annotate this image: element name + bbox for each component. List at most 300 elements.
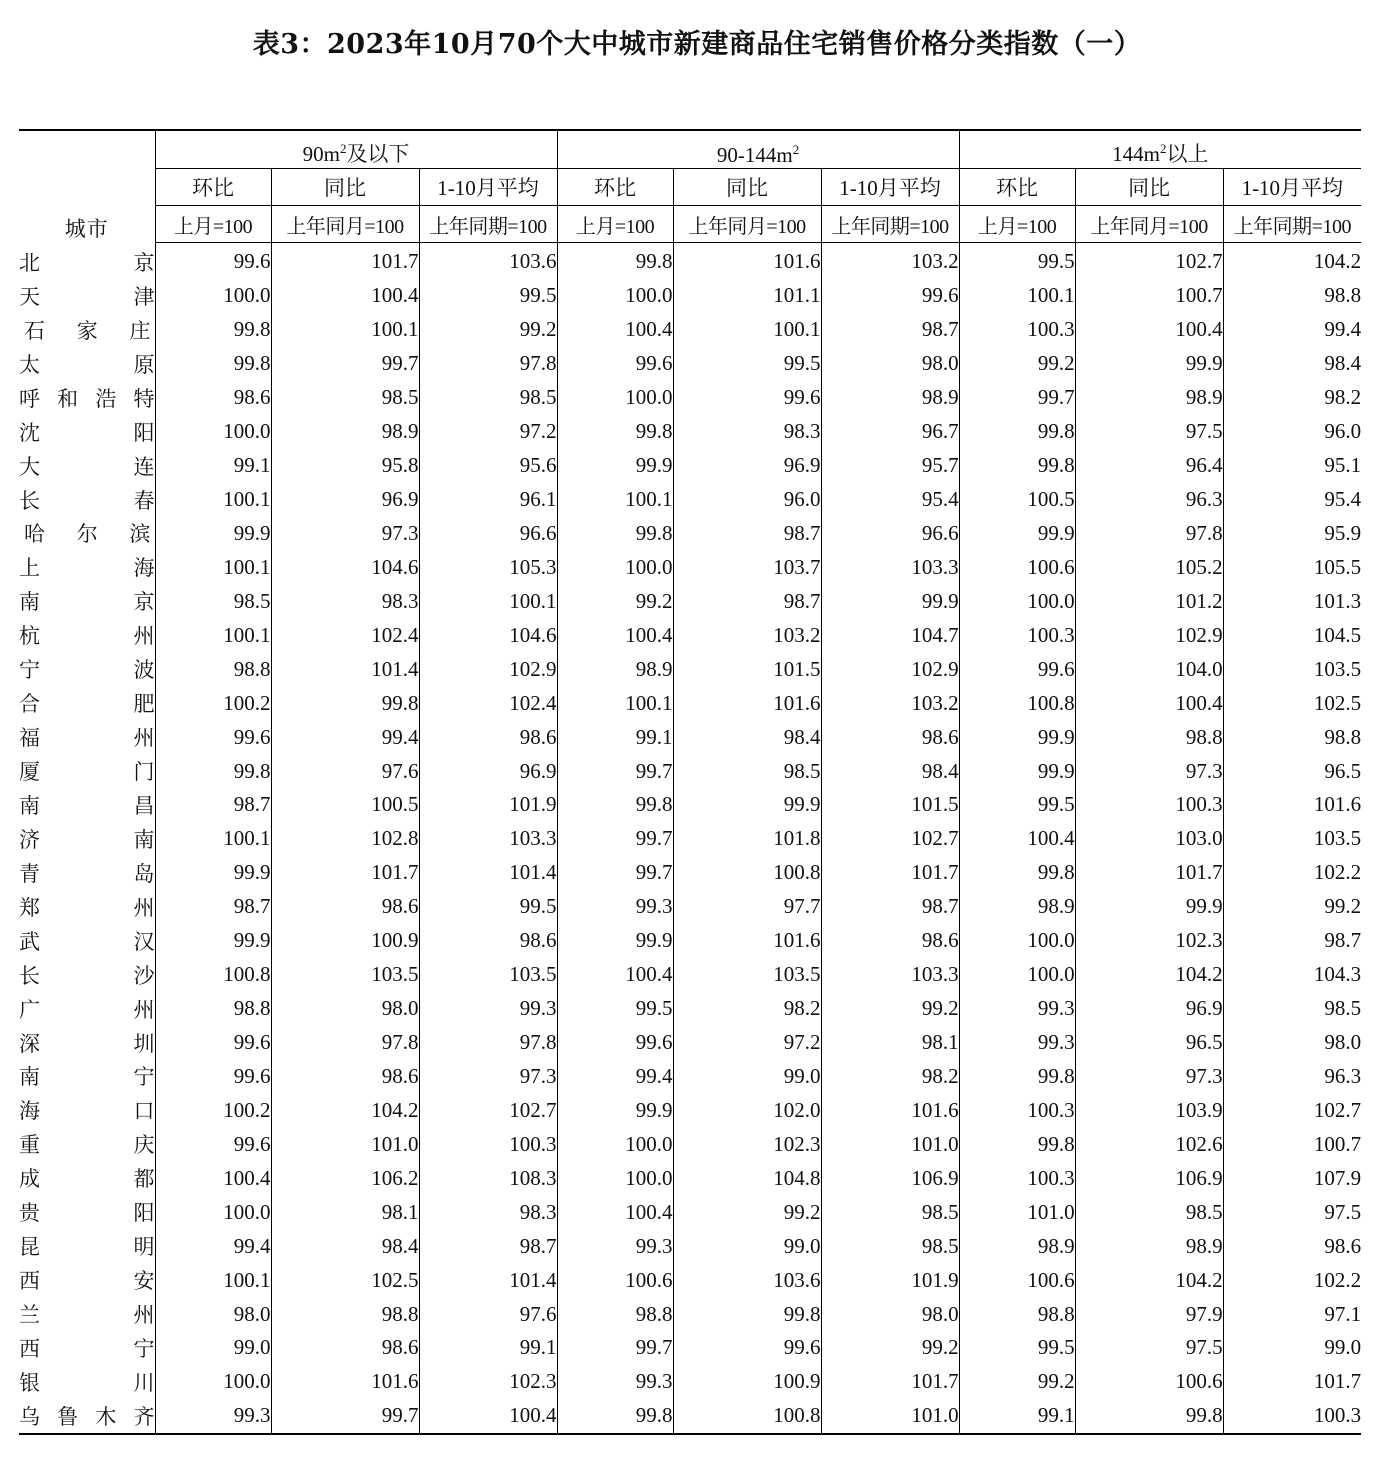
index-value-cell: 98.3: [673, 415, 821, 449]
index-value-cell: 96.9: [1075, 992, 1223, 1026]
index-value-cell: 100.3: [959, 618, 1075, 652]
index-value-cell: 103.5: [271, 958, 419, 992]
index-value-cell: 100.0: [959, 584, 1075, 618]
table-row: [19, 1365, 1361, 1399]
table-row: [19, 856, 1361, 890]
city-name-char: 上: [19, 556, 40, 581]
index-value-cell: 106.2: [271, 1161, 419, 1195]
index-value-cell: 101.0: [959, 1195, 1075, 1229]
city-name: [19, 449, 155, 483]
index-value-cell: 95.4: [821, 483, 959, 517]
index-value-cell: 99.4: [1223, 313, 1361, 347]
table-row: [19, 958, 1361, 992]
city-name-char: 呼: [19, 386, 40, 411]
index-value-cell: 99.6: [155, 1127, 271, 1161]
index-value-cell: 104.2: [271, 1093, 419, 1127]
index-value-cell: 99.1: [419, 1331, 557, 1365]
base-same-month-header: 上年同月=100: [673, 206, 821, 243]
city-name-char: 肥: [133, 692, 155, 717]
city-name: [19, 347, 155, 381]
index-value-cell: 99.8: [155, 754, 271, 788]
index-value-cell: 97.5: [1223, 1195, 1361, 1229]
city-name: [19, 1093, 155, 1127]
city-name-char: 郑: [19, 895, 40, 920]
index-value-cell: 98.2: [673, 992, 821, 1026]
city-name-char: 京: [133, 250, 155, 275]
index-value-cell: 101.0: [271, 1127, 419, 1161]
city-name-char: 武: [19, 929, 40, 954]
index-value-cell: 98.6: [271, 890, 419, 924]
index-value-cell: 99.6: [673, 381, 821, 415]
index-value-cell: 99.5: [419, 890, 557, 924]
city-name-char: 州: [133, 624, 155, 649]
city-name-char: 长: [19, 963, 40, 988]
city-name-char: 齐: [133, 1404, 155, 1429]
index-value-cell: 100.1: [155, 550, 271, 584]
index-value-cell: 102.7: [821, 822, 959, 856]
index-value-cell: 96.3: [1223, 1060, 1361, 1094]
table-row: [19, 992, 1361, 1026]
city-name-char: 沈: [19, 420, 40, 445]
city-name-char: 厦: [19, 760, 40, 785]
city-name-char: 合: [19, 692, 40, 717]
city-name-char: 浩: [95, 386, 117, 411]
table-row: [19, 1229, 1361, 1263]
index-value-cell: 99.6: [155, 720, 271, 754]
index-value-cell: 100.9: [673, 1365, 821, 1399]
index-value-cell: 100.6: [959, 550, 1075, 584]
index-value-cell: 104.6: [419, 618, 557, 652]
index-value-cell: 98.8: [155, 992, 271, 1026]
city-name-char: 和: [57, 386, 79, 411]
index-value-cell: 98.4: [1223, 347, 1361, 381]
index-value-cell: 97.3: [271, 517, 419, 551]
index-value-cell: 100.6: [1075, 1365, 1223, 1399]
base-same-period-header: 上年同期=100: [419, 206, 557, 243]
index-value-cell: 100.4: [271, 279, 419, 313]
city-name: [19, 890, 155, 924]
city-name: [19, 1399, 155, 1434]
index-value-cell: 99.6: [557, 347, 673, 381]
city-name: [19, 1263, 155, 1297]
index-value-cell: 99.0: [155, 1331, 271, 1365]
index-value-cell: 100.4: [557, 1195, 673, 1229]
index-value-cell: 99.8: [155, 347, 271, 381]
index-value-cell: 101.4: [271, 652, 419, 686]
index-value-cell: 99.7: [271, 347, 419, 381]
base-same-month-header: 上年同月=100: [1075, 206, 1223, 243]
city-name-char: 深: [19, 1031, 40, 1056]
city-name-char: 庆: [133, 1133, 155, 1158]
table-row: [19, 890, 1361, 924]
index-value-cell: 101.6: [673, 924, 821, 958]
index-value-cell: 98.0: [271, 992, 419, 1026]
index-value-cell: 98.8: [557, 1297, 673, 1331]
index-value-cell: 98.8: [1075, 720, 1223, 754]
table-row: [19, 243, 1361, 279]
price-index-table: [19, 129, 1361, 1435]
city-name: [19, 720, 155, 754]
index-value-cell: 95.7: [821, 449, 959, 483]
index-value-cell: 99.8: [959, 856, 1075, 890]
index-value-cell: 96.0: [673, 483, 821, 517]
yoy-header: 同比: [1075, 169, 1223, 206]
index-value-cell: 98.8: [959, 1297, 1075, 1331]
index-value-cell: 100.8: [959, 686, 1075, 720]
base-same-period-header: 上年同期=100: [821, 206, 959, 243]
city-name: [19, 822, 155, 856]
index-value-cell: 98.7: [673, 517, 821, 551]
index-value-cell: 104.5: [1223, 618, 1361, 652]
city-name: [19, 1229, 155, 1263]
base-same-month-header: 上年同月=100: [271, 206, 419, 243]
index-value-cell: 100.4: [557, 313, 673, 347]
base-last-month-header: 上月=100: [959, 206, 1075, 243]
table-row: [19, 720, 1361, 754]
index-value-cell: 99.0: [673, 1060, 821, 1094]
index-value-cell: 100.1: [271, 313, 419, 347]
city-name-char: 连: [133, 454, 155, 479]
index-value-cell: 99.1: [959, 1399, 1075, 1434]
city-name-char: 州: [133, 997, 155, 1022]
city-name-char: 州: [133, 726, 155, 751]
index-value-cell: 99.4: [155, 1229, 271, 1263]
city-name: [19, 1365, 155, 1399]
index-value-cell: 99.3: [557, 1365, 673, 1399]
index-value-cell: 104.6: [271, 550, 419, 584]
index-value-cell: 102.9: [821, 652, 959, 686]
city-name-char: 贵: [19, 1201, 40, 1226]
index-value-cell: 101.6: [821, 1093, 959, 1127]
index-value-cell: 100.0: [959, 958, 1075, 992]
index-value-cell: 98.8: [1223, 279, 1361, 313]
index-value-cell: 102.5: [1223, 686, 1361, 720]
index-value-cell: 100.4: [1075, 686, 1223, 720]
city-name-char: 特: [133, 386, 155, 411]
index-value-cell: 99.5: [959, 788, 1075, 822]
city-name: [19, 584, 155, 618]
city-name-char: 太: [19, 352, 40, 377]
city-name-char: 州: [133, 895, 155, 920]
index-value-cell: 103.2: [821, 243, 959, 279]
index-value-cell: 99.9: [821, 584, 959, 618]
index-value-cell: 98.7: [821, 313, 959, 347]
index-value-cell: 103.3: [419, 822, 557, 856]
city-name-char: 原: [133, 352, 155, 377]
city-name-char: 宁: [133, 1336, 155, 1361]
city-name-char: 宁: [19, 658, 40, 683]
base-last-month-header: 上月=100: [155, 206, 271, 243]
index-value-cell: 98.0: [821, 1297, 959, 1331]
index-value-cell: 100.0: [557, 381, 673, 415]
index-value-cell: 105.5: [1223, 550, 1361, 584]
index-value-cell: 98.7: [821, 890, 959, 924]
index-value-cell: 102.7: [1075, 243, 1223, 279]
index-value-cell: 99.3: [959, 992, 1075, 1026]
table-row: [19, 1263, 1361, 1297]
index-value-cell: 99.8: [959, 1127, 1075, 1161]
city-column-header: 城市: [19, 130, 155, 243]
index-value-cell: 100.7: [1223, 1127, 1361, 1161]
index-value-cell: 96.0: [1223, 415, 1361, 449]
index-value-cell: 97.3: [1075, 754, 1223, 788]
city-name-char: 成: [19, 1167, 40, 1192]
city-name-char: 兰: [19, 1303, 40, 1328]
index-value-cell: 99.3: [557, 890, 673, 924]
city-name-char: 沙: [133, 963, 155, 988]
index-value-cell: 97.8: [419, 347, 557, 381]
index-value-cell: 99.9: [959, 517, 1075, 551]
index-value-cell: 103.3: [821, 958, 959, 992]
city-name: [19, 618, 155, 652]
index-value-cell: 95.8: [271, 449, 419, 483]
index-value-cell: 97.3: [1075, 1060, 1223, 1094]
city-name-char: 西: [19, 1269, 40, 1294]
index-value-cell: 98.9: [959, 890, 1075, 924]
index-value-cell: 98.7: [1223, 924, 1361, 958]
index-value-cell: 97.8: [419, 1026, 557, 1060]
index-value-cell: 97.7: [673, 890, 821, 924]
index-value-cell: 99.2: [821, 1331, 959, 1365]
index-value-cell: 98.5: [1075, 1195, 1223, 1229]
index-value-cell: 100.1: [959, 279, 1075, 313]
index-value-cell: 104.2: [1075, 1263, 1223, 1297]
index-value-cell: 101.6: [673, 243, 821, 279]
index-value-cell: 100.1: [557, 483, 673, 517]
index-value-cell: 100.3: [419, 1127, 557, 1161]
index-value-cell: 98.7: [419, 1229, 557, 1263]
index-value-cell: 101.6: [1223, 788, 1361, 822]
index-value-cell: 98.9: [557, 652, 673, 686]
city-name-char: 西: [19, 1336, 40, 1361]
table-row: [19, 924, 1361, 958]
index-value-cell: 101.7: [1223, 1365, 1361, 1399]
index-value-cell: 98.6: [821, 720, 959, 754]
table-row: [19, 1093, 1361, 1127]
index-value-cell: 98.6: [419, 720, 557, 754]
index-value-cell: 100.4: [959, 822, 1075, 856]
index-value-cell: 100.2: [155, 686, 271, 720]
yoy-header: 同比: [271, 169, 419, 206]
index-value-cell: 99.5: [419, 279, 557, 313]
index-value-cell: 98.6: [271, 1060, 419, 1094]
ytd-avg-header: 1-10月平均: [1223, 169, 1361, 206]
index-value-cell: 103.2: [673, 618, 821, 652]
index-value-cell: 95.6: [419, 449, 557, 483]
index-value-cell: 99.6: [155, 243, 271, 279]
index-value-cell: 99.2: [419, 313, 557, 347]
index-value-cell: 104.3: [1223, 958, 1361, 992]
ytd-avg-header: 1-10月平均: [419, 169, 557, 206]
table-title: 表3：2023年10月70个大中城市新建商品住宅销售价格分类指数（一）: [252, 29, 1142, 60]
table-row: [19, 822, 1361, 856]
index-value-cell: 98.4: [821, 754, 959, 788]
index-value-cell: 101.5: [821, 788, 959, 822]
index-value-cell: 103.5: [419, 958, 557, 992]
index-value-cell: 95.9: [1223, 517, 1361, 551]
city-name-char: 海: [19, 1099, 40, 1124]
index-value-cell: 99.7: [557, 754, 673, 788]
index-value-cell: 98.6: [1223, 1229, 1361, 1263]
index-value-cell: 100.4: [557, 958, 673, 992]
index-value-cell: 104.2: [1075, 958, 1223, 992]
index-value-cell: 99.3: [959, 1026, 1075, 1060]
index-value-cell: 98.4: [271, 1229, 419, 1263]
table-row: [19, 1161, 1361, 1195]
city-name: [19, 856, 155, 890]
index-value-cell: 100.2: [155, 1093, 271, 1127]
city-name-char: 宁: [133, 1065, 155, 1090]
table-row: [19, 517, 1361, 551]
index-value-cell: 100.4: [1075, 313, 1223, 347]
city-name: [19, 415, 155, 449]
index-value-cell: 100.3: [1223, 1399, 1361, 1434]
index-value-cell: 100.1: [155, 822, 271, 856]
index-value-cell: 101.7: [821, 1365, 959, 1399]
base-last-month-header: 上月=100: [557, 206, 673, 243]
city-name-char: 济: [19, 827, 40, 852]
index-value-cell: 102.6: [1075, 1127, 1223, 1161]
index-value-cell: 102.9: [1075, 618, 1223, 652]
index-value-cell: 104.7: [821, 618, 959, 652]
index-value-cell: 99.4: [271, 720, 419, 754]
index-value-cell: 101.4: [419, 1263, 557, 1297]
index-value-cell: 98.6: [271, 1331, 419, 1365]
index-value-cell: 99.9: [959, 754, 1075, 788]
table-row: [19, 381, 1361, 415]
index-value-cell: 98.6: [821, 924, 959, 958]
index-value-cell: 99.8: [557, 788, 673, 822]
index-value-cell: 96.6: [821, 517, 959, 551]
index-value-cell: 99.7: [959, 381, 1075, 415]
city-name-char: 石: [24, 318, 45, 343]
city-name-char: 阳: [133, 420, 155, 445]
index-value-cell: 101.8: [673, 822, 821, 856]
city-name: [19, 1026, 155, 1060]
index-value-cell: 98.5: [673, 754, 821, 788]
city-name-char: 鲁: [57, 1404, 79, 1429]
index-value-cell: 98.5: [271, 381, 419, 415]
index-value-cell: 99.8: [557, 517, 673, 551]
index-value-cell: 101.6: [271, 1365, 419, 1399]
index-value-cell: 99.0: [673, 1229, 821, 1263]
index-value-cell: 102.4: [271, 618, 419, 652]
index-value-cell: 99.9: [959, 720, 1075, 754]
table-row: [19, 347, 1361, 381]
table-row: [19, 686, 1361, 720]
index-value-cell: 104.2: [1223, 243, 1361, 279]
index-value-cell: 103.5: [1223, 822, 1361, 856]
index-value-cell: 98.8: [271, 1297, 419, 1331]
index-value-cell: 99.2: [821, 992, 959, 1026]
index-value-cell: 101.0: [821, 1399, 959, 1434]
index-value-cell: 98.3: [419, 1195, 557, 1229]
city-name-char: 木: [95, 1404, 117, 1429]
group-header-90-and-below: $90m^2$及以下: [155, 130, 557, 169]
city-name-char: 长: [19, 488, 40, 513]
index-value-cell: 96.6: [419, 517, 557, 551]
index-value-cell: 100.8: [155, 958, 271, 992]
index-value-cell: 99.9: [1075, 347, 1223, 381]
index-value-cell: 99.6: [557, 1026, 673, 1060]
index-value-cell: 98.5: [821, 1195, 959, 1229]
index-value-cell: 98.5: [821, 1229, 959, 1263]
city-name-char: 都: [133, 1167, 155, 1192]
index-value-cell: 100.0: [557, 550, 673, 584]
index-value-cell: 100.4: [557, 618, 673, 652]
table-row: [19, 754, 1361, 788]
index-value-cell: 99.8: [959, 449, 1075, 483]
index-value-cell: 99.8: [959, 415, 1075, 449]
city-name-char: 家: [76, 318, 98, 343]
index-value-cell: 104.8: [673, 1161, 821, 1195]
table-row: [19, 1399, 1361, 1434]
city-name-char: 广: [19, 997, 40, 1022]
index-value-cell: 103.7: [673, 550, 821, 584]
index-value-cell: 100.0: [557, 279, 673, 313]
index-value-cell: 100.3: [959, 1161, 1075, 1195]
index-value-cell: 100.1: [673, 313, 821, 347]
city-name-char: 川: [133, 1370, 155, 1395]
index-value-cell: 97.8: [1075, 517, 1223, 551]
index-value-cell: 101.3: [1223, 584, 1361, 618]
index-value-cell: 102.0: [673, 1093, 821, 1127]
index-value-cell: 98.6: [155, 381, 271, 415]
city-name-char: 乌: [19, 1404, 40, 1429]
city-name-char: 南: [19, 590, 40, 615]
index-value-cell: 103.6: [419, 243, 557, 279]
city-name-char: 南: [133, 827, 155, 852]
index-value-cell: 103.2: [821, 686, 959, 720]
city-name: [19, 924, 155, 958]
index-value-cell: 99.7: [557, 1331, 673, 1365]
table-row: [19, 1195, 1361, 1229]
index-value-cell: 98.2: [1223, 381, 1361, 415]
city-name: [19, 313, 155, 347]
index-value-cell: 103.5: [1223, 652, 1361, 686]
index-value-cell: 100.9: [271, 924, 419, 958]
city-name: [19, 1161, 155, 1195]
table-row: [19, 618, 1361, 652]
city-name: [19, 279, 155, 313]
index-value-cell: 98.5: [1223, 992, 1361, 1026]
index-value-cell: 97.9: [1075, 1297, 1223, 1331]
city-name: [19, 550, 155, 584]
mom-header: 环比: [959, 169, 1075, 206]
index-value-cell: 100.4: [155, 1161, 271, 1195]
index-value-cell: 100.1: [155, 618, 271, 652]
index-value-cell: 98.2: [821, 1060, 959, 1094]
city-name: [19, 1297, 155, 1331]
index-value-cell: 100.1: [155, 1263, 271, 1297]
index-value-cell: 102.7: [1223, 1093, 1361, 1127]
index-value-cell: 100.3: [959, 313, 1075, 347]
index-value-cell: 102.3: [1075, 924, 1223, 958]
index-value-cell: 99.6: [673, 1331, 821, 1365]
index-value-cell: 99.8: [959, 1060, 1075, 1094]
index-value-cell: 102.2: [1223, 856, 1361, 890]
index-value-cell: 102.9: [419, 652, 557, 686]
index-value-cell: 96.3: [1075, 483, 1223, 517]
index-value-cell: 101.7: [271, 243, 419, 279]
index-value-cell: 99.2: [557, 584, 673, 618]
index-value-cell: 101.7: [1075, 856, 1223, 890]
index-value-cell: 96.1: [419, 483, 557, 517]
index-value-cell: 99.8: [1075, 1399, 1223, 1434]
index-value-cell: 97.6: [419, 1297, 557, 1331]
city-name-char: 京: [133, 590, 155, 615]
index-value-cell: 108.3: [419, 1161, 557, 1195]
